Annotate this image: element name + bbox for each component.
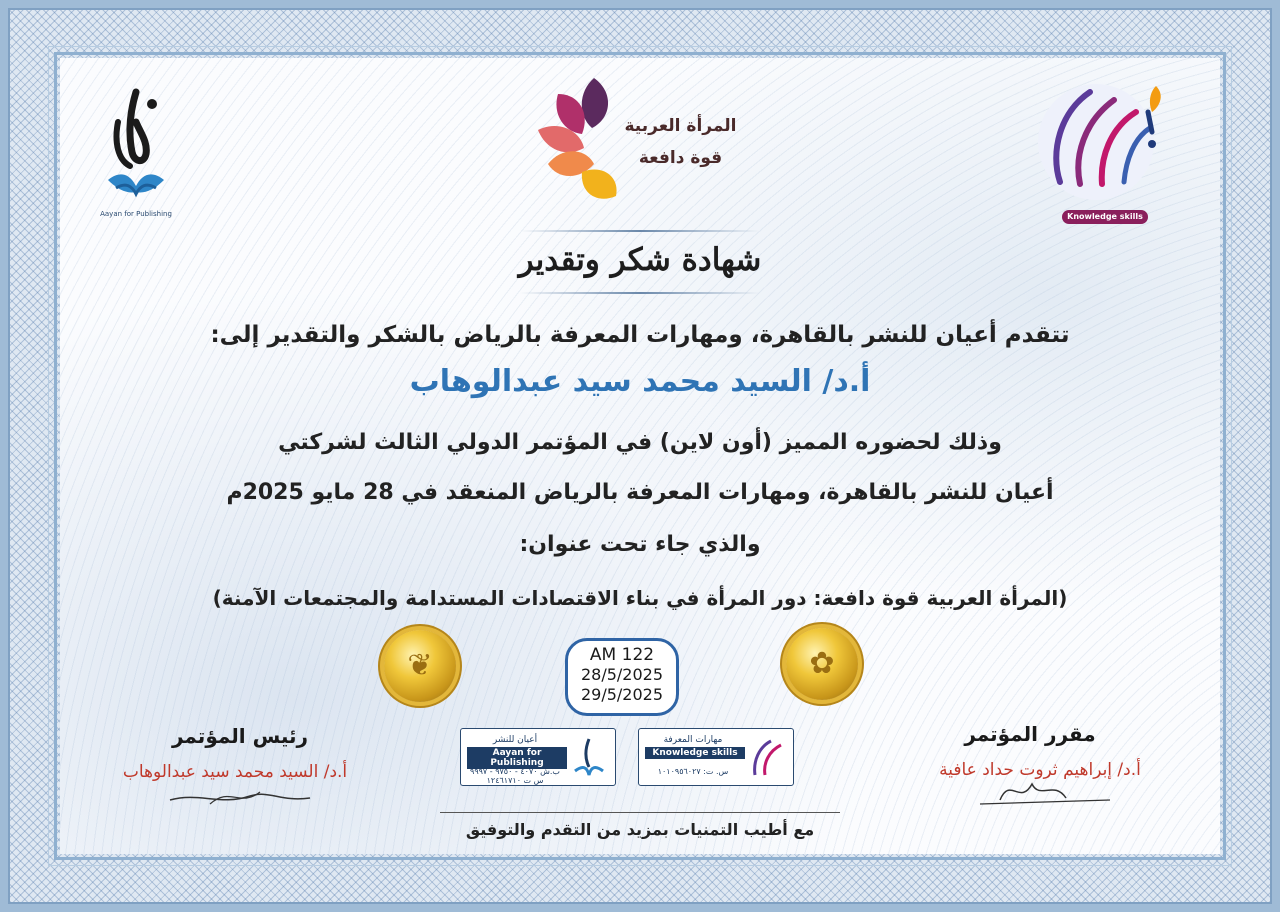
knowledge-skills-logo-icon: [1030, 72, 1180, 208]
body-line-3: والذي جاء تحت عنوان:: [519, 532, 761, 557]
knowledge-skills-badge: Knowledge skills: [1062, 210, 1148, 224]
women-logo-line2: قوة دافعة: [638, 148, 723, 168]
aayan-caption: Aayan for Publishing: [100, 210, 172, 218]
gold-seal-icon: [786, 628, 858, 700]
knowledge-business-card: [638, 728, 794, 786]
body-line-2: أعيان للنشر بالقاهرة، ومهارات المعرفة بالرياض المنعقد في 28 مايو 2025م: [226, 480, 1054, 505]
aayan-card-info: ب.ش ٤٠٧٠ - ٩٧٥٠ - ٩٩٩٧ س ت ١٢٤٦١٧١٠: [470, 767, 560, 785]
knowledge-skills-logo: [1030, 72, 1180, 228]
aayan-logo-icon: [100, 82, 172, 208]
certificate-code: AM 122: [589, 645, 655, 665]
right-signatory-name: أ.د/ إبراهيم ثروت حداد عافية: [939, 760, 1141, 780]
signature-right-icon: [970, 770, 1120, 810]
knowledge-mini-logo-icon: [747, 735, 787, 781]
knowledge-card-info: س. ت: ١٠١٠٩٥٦٠٢٧: [657, 767, 729, 776]
women-logo-text: [618, 110, 743, 174]
gold-seal-icon: [384, 630, 456, 702]
seal-emblem-icon: ❦: [407, 648, 433, 683]
body-line-1: وذلك لحضوره المميز (أون لاين) في المؤتمر الدولي الثالث لشركتي: [278, 430, 1002, 455]
footer-divider: [440, 812, 840, 813]
left-signatory-name: أ.د/ السيد محمد سيد عبدالوهاب: [122, 762, 348, 782]
seal-emblem-icon: ✿: [809, 646, 835, 681]
certificate-title: شهادة شكر وتقدير: [518, 242, 762, 278]
recipient-name: أ.د/ السيد محمد سيد عبدالوهاب: [409, 364, 871, 399]
knowledge-card-ar: مهارات المعرفة: [663, 735, 723, 745]
women-logo-line1: المرأة العربية: [624, 116, 737, 136]
aayan-card-en: Aayan for Publishing: [467, 747, 567, 769]
signature-left-icon: [160, 772, 330, 812]
women-driving-force-logo: [528, 72, 748, 212]
certificate-date-2: 29/5/2025: [580, 685, 664, 704]
title-ornament-bottom: [520, 292, 760, 294]
aayan-mini-logo-icon: [569, 735, 609, 781]
flower-petals-icon: [528, 72, 628, 212]
aayan-business-card: [460, 728, 616, 786]
title-ornament-top: [520, 230, 760, 232]
right-signatory-title: مقرر المؤتمر: [964, 722, 1096, 746]
title-ornament: [480, 220, 800, 310]
knowledge-card-en: Knowledge skills: [645, 747, 745, 759]
conference-title: (المرأة العربية قوة دافعة: دور المرأة في بناء الاقتصادات المستدامة والمجتمعات الآمنة): [212, 586, 1068, 610]
left-signatory-title: رئيس المؤتمر: [171, 724, 309, 748]
certificate-date-1: 28/5/2025: [580, 665, 664, 684]
aayan-card-ar: أعيان للنشر: [492, 735, 538, 745]
certificate-code-box: [565, 638, 679, 716]
intro-line: تتقدم أعيان للنشر بالقاهرة، ومهارات المعرفة بالرياض بالشكر والتقدير إلى:: [210, 322, 1070, 348]
footer-wishes: مع أطيب التمنيات بمزيد من التقدم والتوفيق: [465, 820, 815, 839]
aayan-logo: [100, 82, 172, 222]
